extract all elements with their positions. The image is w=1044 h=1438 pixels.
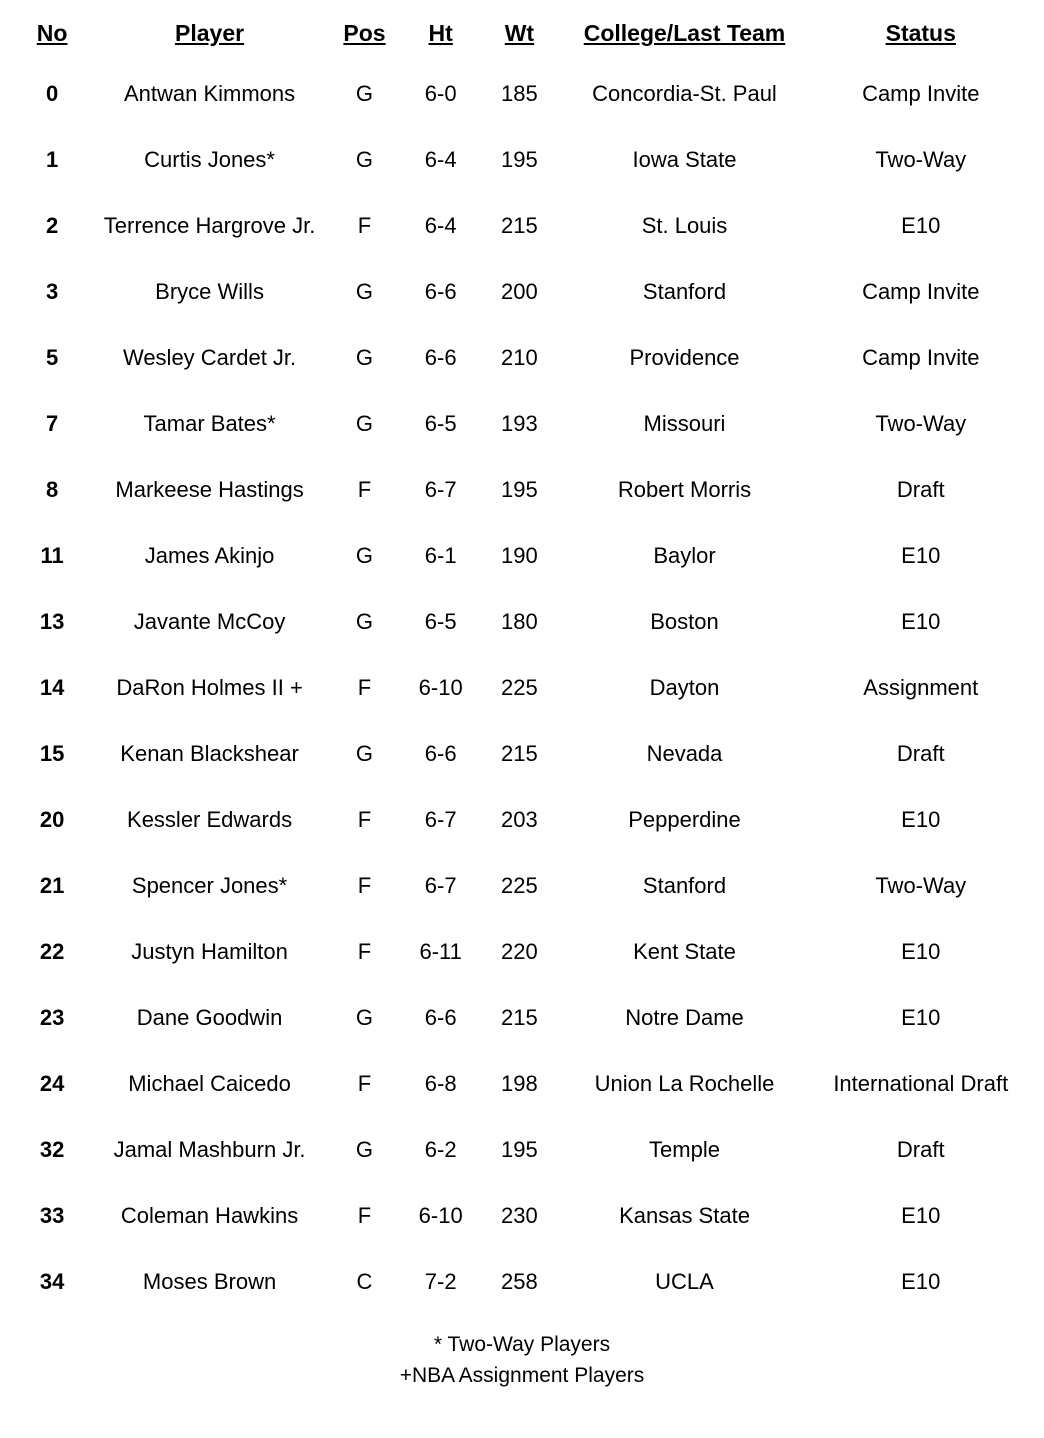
cell-player: Moses Brown [142, 1269, 277, 1294]
cell-wt: 225 [501, 675, 538, 700]
cell-wt: 200 [501, 279, 538, 304]
cell-ht: 6-0 [424, 81, 457, 106]
cell-player: James Akinjo [144, 543, 275, 568]
cell-status: Draft [896, 1137, 945, 1162]
cell-college: Dayton [649, 675, 720, 700]
cell-college: Kansas State [619, 1203, 750, 1228]
cell-status: Draft [896, 741, 945, 766]
cell-pos: F [357, 477, 372, 502]
cell-wt: 195 [501, 147, 538, 172]
cell-no: 21 [39, 873, 65, 898]
cell-no: 23 [39, 1005, 65, 1030]
cell-pos: G [355, 741, 374, 766]
cell-player: Javante McCoy [133, 609, 286, 634]
column-header-college: College/Last Team [583, 20, 786, 46]
cell-pos: F [357, 675, 372, 700]
cell-college: Stanford [642, 873, 727, 898]
cell-pos: G [355, 1005, 374, 1030]
table-row [14, 1183, 1030, 1249]
cell-status: Two-Way [875, 873, 967, 898]
cell-status: Camp Invite [862, 345, 980, 370]
table-row [14, 391, 1030, 457]
cell-player: Kessler Edwards [127, 807, 293, 832]
cell-ht: 6-6 [424, 1005, 457, 1030]
table-header [14, 8, 1030, 61]
cell-college: Nevada [646, 741, 723, 766]
column-header-wt: Wt [504, 20, 535, 46]
header-row [14, 8, 1030, 61]
cell-college: Concordia-St. Paul [592, 81, 777, 106]
footnotes [14, 1329, 1030, 1392]
cell-college: Union La Rochelle [594, 1071, 775, 1096]
cell-wt: 195 [501, 477, 538, 502]
cell-pos: G [355, 411, 374, 436]
cell-ht: 6-10 [418, 675, 463, 700]
cell-no: 13 [39, 609, 65, 634]
table-row [14, 853, 1030, 919]
table-row [14, 325, 1030, 391]
cell-no: 32 [39, 1137, 65, 1162]
cell-pos: G [355, 1137, 374, 1162]
cell-pos: G [355, 279, 374, 304]
cell-college: Missouri [643, 411, 726, 436]
cell-status: E10 [901, 1005, 941, 1030]
cell-ht: 6-2 [424, 1137, 457, 1162]
cell-player: Michael Caicedo [128, 1071, 291, 1096]
cell-no: 3 [45, 279, 59, 304]
cell-no: 2 [45, 213, 59, 238]
cell-player: Markeese Hastings [115, 477, 304, 502]
cell-player: Justyn Hamilton [131, 939, 288, 964]
cell-no: 24 [39, 1071, 65, 1096]
cell-player: Wesley Cardet Jr. [122, 345, 297, 370]
cell-status: Camp Invite [862, 279, 980, 304]
cell-player: Curtis Jones* [144, 147, 275, 172]
roster-table [14, 8, 1030, 1315]
cell-ht: 6-4 [424, 213, 457, 238]
cell-ht: 6-6 [424, 741, 457, 766]
cell-status: Assignment [863, 675, 979, 700]
cell-pos: G [355, 345, 374, 370]
cell-college: Providence [629, 345, 740, 370]
column-header-pos: Pos [343, 20, 386, 46]
cell-wt: 193 [501, 411, 538, 436]
cell-ht: 6-7 [424, 873, 457, 898]
cell-wt: 210 [501, 345, 538, 370]
cell-status: E10 [901, 807, 941, 832]
cell-player: Kenan Blackshear [120, 741, 299, 766]
cell-ht: 6-4 [424, 147, 457, 172]
cell-status: Two-Way [875, 411, 967, 436]
table-row [14, 589, 1030, 655]
table-row [14, 985, 1030, 1051]
cell-ht: 6-10 [418, 1203, 463, 1228]
cell-no: 0 [45, 81, 59, 106]
cell-ht: 6-7 [424, 477, 457, 502]
table-row [14, 127, 1030, 193]
cell-ht: 6-6 [424, 279, 457, 304]
footnote-two-way: * Two-Way Players [433, 1333, 611, 1356]
cell-status: Two-Way [875, 147, 967, 172]
cell-no: 1 [45, 147, 59, 172]
table-body [14, 61, 1030, 1315]
cell-status: International Draft [833, 1071, 1009, 1096]
table-row [14, 259, 1030, 325]
cell-no: 22 [39, 939, 65, 964]
table-row [14, 1051, 1030, 1117]
cell-no: 20 [39, 807, 65, 832]
cell-pos: G [355, 609, 374, 634]
cell-college: Stanford [642, 279, 727, 304]
cell-college: Notre Dame [625, 1005, 744, 1030]
cell-no: 7 [45, 411, 59, 436]
cell-wt: 195 [501, 1137, 538, 1162]
cell-no: 8 [45, 477, 59, 502]
cell-pos: F [357, 213, 372, 238]
table-row [14, 523, 1030, 589]
cell-ht: 7-2 [424, 1269, 457, 1294]
cell-status: Camp Invite [862, 81, 980, 106]
cell-player: Bryce Wills [155, 279, 264, 304]
cell-no: 33 [39, 1203, 65, 1228]
table-row [14, 457, 1030, 523]
cell-college: Robert Morris [617, 477, 752, 502]
cell-ht: 6-1 [424, 543, 457, 568]
cell-pos: G [355, 147, 374, 172]
table-row [14, 787, 1030, 853]
table-row [14, 655, 1030, 721]
cell-status: E10 [901, 543, 941, 568]
cell-no: 15 [39, 741, 65, 766]
cell-no: 34 [39, 1269, 65, 1294]
cell-wt: 215 [501, 213, 538, 238]
cell-wt: 220 [501, 939, 538, 964]
cell-ht: 6-11 [419, 939, 462, 964]
cell-status: E10 [901, 1269, 941, 1294]
cell-college: Boston [650, 609, 719, 634]
cell-wt: 185 [501, 81, 538, 106]
table-row [14, 721, 1030, 787]
cell-pos: C [356, 1269, 373, 1294]
cell-player: Coleman Hawkins [120, 1203, 299, 1228]
column-header-player: Player [175, 20, 245, 46]
cell-college: Kent State [633, 939, 736, 964]
cell-no: 14 [39, 675, 65, 700]
cell-college: Temple [649, 1137, 720, 1162]
cell-college: UCLA [655, 1269, 714, 1294]
cell-player: Terrence Hargrove Jr. [103, 213, 316, 238]
cell-ht: 6-5 [424, 411, 457, 436]
footnote-assignment: +NBA Assignment Players [399, 1364, 645, 1388]
cell-player: DaRon Holmes II + [116, 675, 303, 700]
cell-college: Pepperdine [628, 807, 741, 832]
cell-no: 5 [45, 345, 59, 370]
cell-player: Antwan Kimmons [123, 81, 296, 106]
cell-wt: 198 [501, 1071, 538, 1096]
cell-ht: 6-8 [424, 1071, 457, 1096]
cell-wt: 203 [501, 807, 538, 832]
cell-ht: 6-6 [424, 345, 457, 370]
cell-college: St. Louis [641, 213, 728, 238]
table-row [14, 1117, 1030, 1183]
table-row [14, 61, 1030, 127]
cell-college: Baylor [653, 543, 716, 568]
cell-player: Tamar Bates* [143, 411, 276, 436]
cell-wt: 230 [501, 1203, 538, 1228]
cell-no: 11 [40, 543, 64, 568]
cell-pos: F [357, 1071, 372, 1096]
cell-status: E10 [901, 213, 941, 238]
table-row [14, 1249, 1030, 1315]
cell-wt: 258 [501, 1269, 538, 1294]
cell-pos: F [357, 873, 372, 898]
cell-pos: G [355, 81, 374, 106]
cell-pos: F [357, 1203, 372, 1228]
cell-wt: 215 [501, 1005, 538, 1030]
column-header-status: Status [885, 20, 956, 46]
cell-ht: 6-5 [424, 609, 457, 634]
column-header-no: No [36, 20, 68, 46]
cell-wt: 180 [501, 609, 538, 634]
table-row [14, 193, 1030, 259]
cell-status: E10 [901, 1203, 941, 1228]
cell-wt: 215 [501, 741, 538, 766]
cell-status: E10 [901, 609, 941, 634]
cell-pos: F [357, 807, 372, 832]
cell-pos: F [357, 939, 372, 964]
column-header-ht: Ht [428, 20, 453, 46]
cell-wt: 190 [501, 543, 538, 568]
cell-player: Jamal Mashburn Jr. [113, 1137, 306, 1162]
cell-college: Iowa State [632, 147, 737, 172]
cell-wt: 225 [501, 873, 538, 898]
cell-player: Spencer Jones* [131, 873, 288, 898]
cell-status: E10 [901, 939, 941, 964]
table-row [14, 919, 1030, 985]
cell-pos: G [355, 543, 374, 568]
cell-status: Draft [896, 477, 945, 502]
cell-ht: 6-7 [424, 807, 457, 832]
cell-player: Dane Goodwin [136, 1005, 283, 1030]
